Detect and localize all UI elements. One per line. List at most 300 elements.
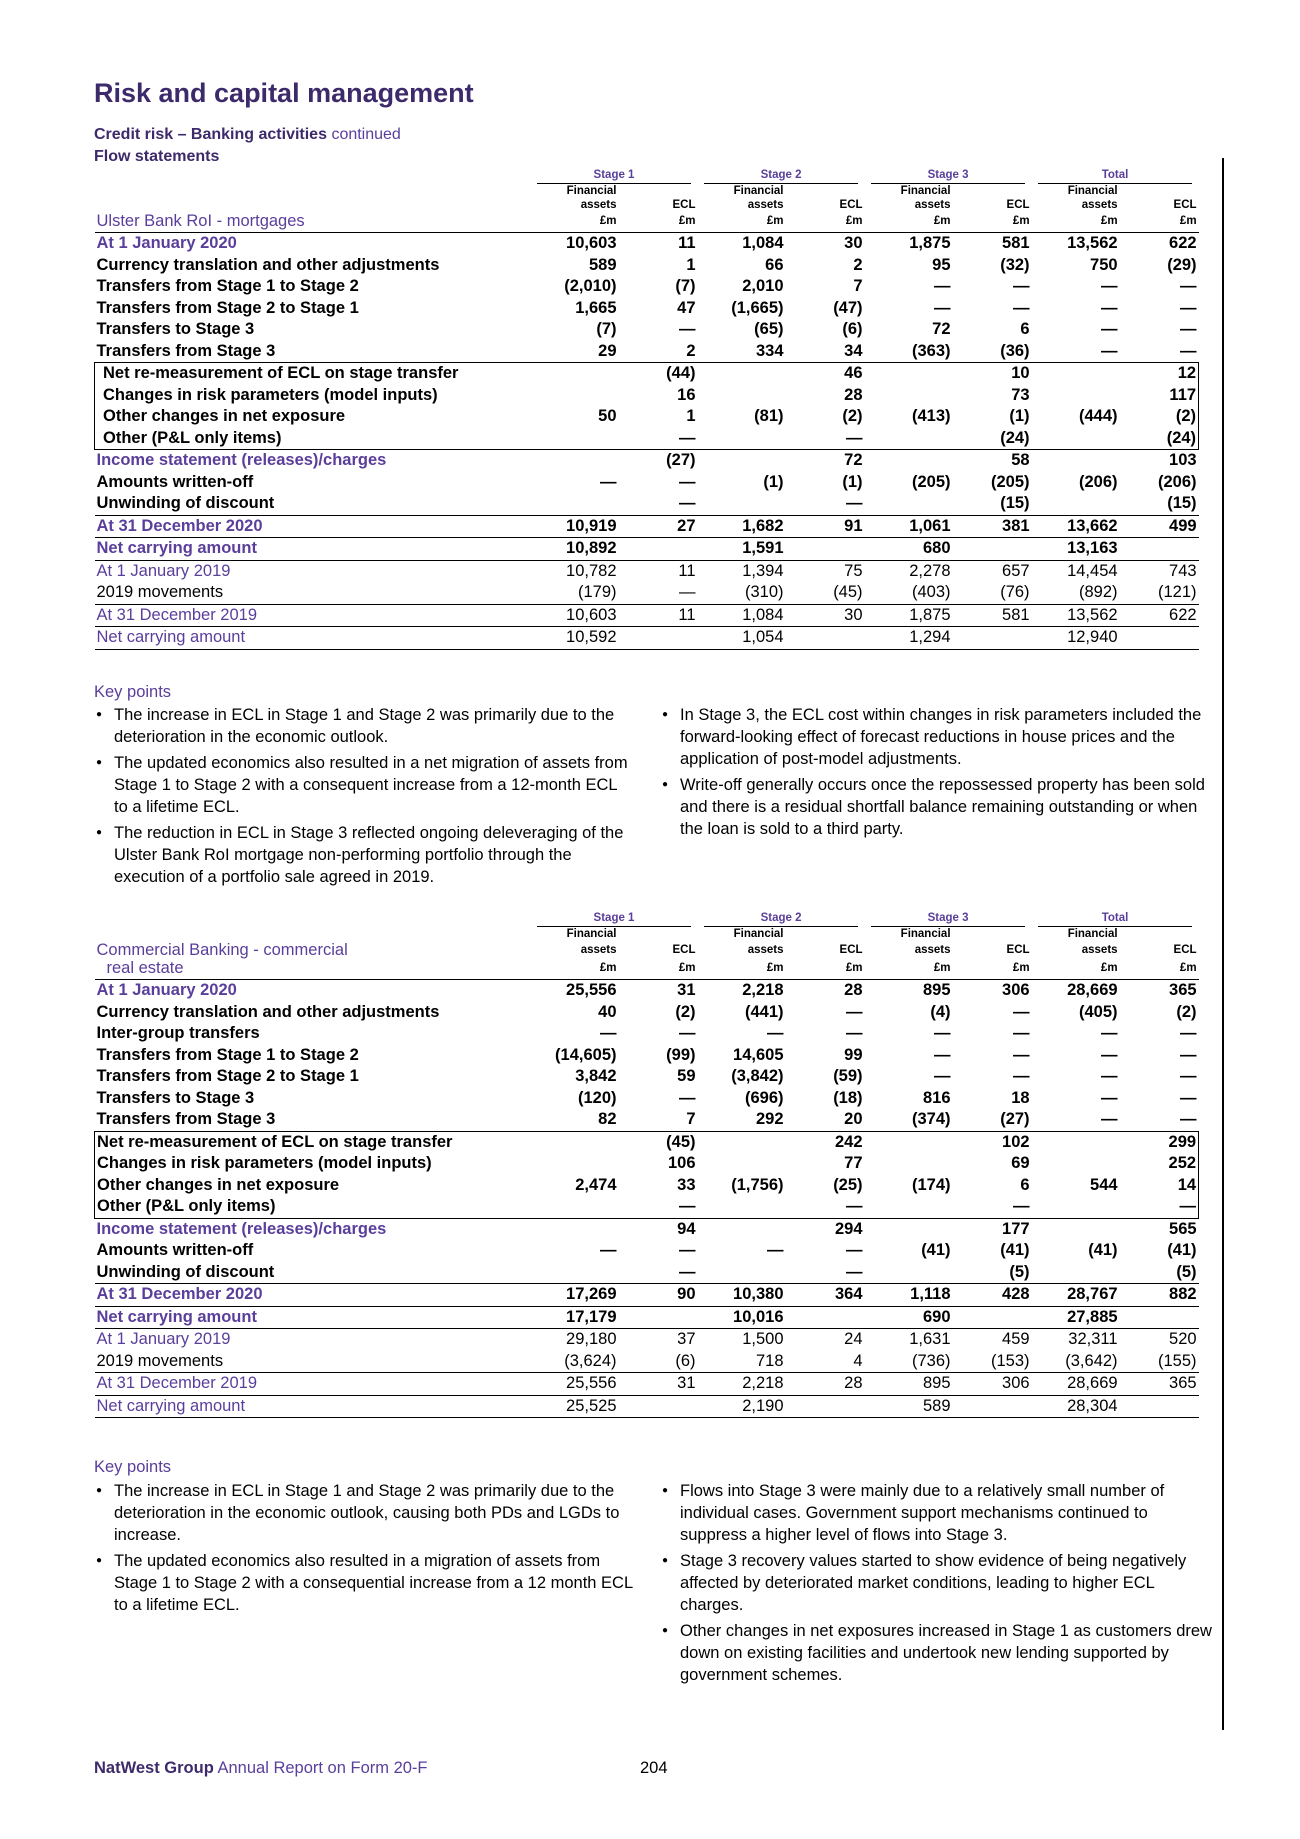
cell-value: 47: [677, 298, 696, 317]
cell-value: [698, 450, 786, 472]
cell-value: [619, 1306, 698, 1329]
cell-value: 1: [686, 407, 696, 425]
empty-header: [953, 927, 1032, 941]
key-points-2-right: [660, 1480, 1216, 1690]
cell-value: [1032, 1262, 1120, 1284]
cell-value: 1,294: [865, 627, 953, 650]
cell-value: 622: [1120, 604, 1199, 627]
cell-value: —: [934, 1024, 951, 1042]
assets-header: assets: [914, 199, 951, 211]
cell-value: —: [934, 1045, 951, 1064]
cell-value: 10,919: [531, 515, 619, 538]
unit-header: £m: [599, 215, 617, 227]
cell-value: (29): [1167, 255, 1197, 274]
cell-value: —: [934, 298, 951, 317]
cell-value: 20: [844, 1110, 863, 1128]
row-label: Transfers to Stage 3: [96, 320, 255, 338]
cell-value: (36): [1000, 341, 1030, 360]
cell-value: [865, 450, 953, 472]
cell-value: —: [679, 472, 696, 491]
cell-value: —: [679, 494, 696, 512]
unit-header: £m: [845, 215, 863, 227]
cell-value: 46: [786, 363, 865, 385]
cell-value: 743: [1169, 561, 1197, 580]
unit-header: £m: [1179, 962, 1197, 974]
table-row: [95, 1109, 1199, 1131]
cell-value: [531, 1262, 619, 1284]
row-label: 2019 movements: [96, 583, 224, 601]
cell-value: 1,084: [742, 234, 784, 252]
section-subtitle: [94, 126, 401, 144]
ecl-header: ECL: [1006, 944, 1030, 956]
cell-value: —: [1120, 1196, 1199, 1218]
cell-value: 40: [598, 1002, 617, 1021]
cell-value: [865, 1262, 953, 1284]
cell-value: [698, 1131, 786, 1153]
cell-value: 657: [1002, 561, 1030, 580]
cell-value: [698, 1218, 786, 1240]
cell-value: 334: [755, 341, 784, 360]
cell-value: (15): [1167, 494, 1197, 512]
cell-value: —: [1180, 341, 1197, 360]
header-spacer: [95, 911, 531, 927]
total-header: Total: [1032, 911, 1199, 927]
key-points-1-right: [660, 704, 1216, 844]
cell-value: 31: [619, 1373, 698, 1396]
cell-value: (174): [912, 1175, 951, 1194]
cell-value: (41): [1000, 1241, 1030, 1259]
cell-value: (1): [1009, 407, 1030, 425]
cell-value: (41): [1088, 1241, 1118, 1259]
cell-value: [865, 363, 953, 385]
cell-value: 28,669: [1067, 981, 1118, 999]
cell-value: —: [1101, 341, 1118, 360]
stage-2-header: Stage 2: [698, 168, 865, 184]
cell-value: (6): [842, 320, 863, 338]
cell-value: 381: [953, 515, 1032, 538]
key-points-1-left: [94, 704, 634, 892]
cell-value: (15): [1000, 494, 1030, 512]
cell-value: —: [619, 1196, 698, 1218]
table-row: [95, 319, 1199, 341]
unit-header: £m: [1100, 962, 1118, 974]
row-label: Changes in risk parameters (model inputs): [95, 385, 531, 407]
cell-value: [698, 1262, 786, 1284]
table-row: [95, 1284, 1199, 1307]
cell-value: 117: [1120, 385, 1199, 407]
table-row: [95, 385, 1199, 407]
table-row: [95, 515, 1199, 538]
subtitle-bold: Credit risk – Banking activities: [94, 126, 327, 143]
cell-value: (2,010): [564, 277, 617, 295]
row-label: Unwinding of discount: [96, 494, 275, 512]
cell-value: 72: [844, 451, 863, 469]
row-label: Transfers from Stage 3: [96, 341, 276, 360]
table-row: [95, 980, 1199, 1002]
table-row: [95, 1240, 1199, 1262]
cell-value: —: [619, 428, 698, 450]
cell-value: [1032, 1153, 1120, 1175]
assets-header: assets: [1081, 199, 1118, 211]
ecl-header: ECL: [1006, 199, 1030, 211]
cell-value: [1032, 493, 1120, 515]
cell-value: 103: [1169, 451, 1197, 469]
cell-value: 1,682: [698, 515, 786, 538]
key-point-item: ● The increase in ECL in Stage 1 and Stage 2 was primarily due to the deterioration in the economic outlook.: [94, 704, 634, 748]
cell-value: 2,278: [909, 561, 951, 580]
cell-value: —: [1180, 277, 1197, 295]
row-label: Net re-measurement of ECL on stage transfer: [95, 1131, 531, 1153]
cell-value: 1,054: [698, 627, 786, 650]
table-row: [95, 604, 1199, 627]
row-label: Transfers from Stage 3: [96, 1110, 276, 1128]
cell-value: —: [1180, 1088, 1197, 1107]
cell-value: (1,665): [731, 298, 784, 317]
cell-value: (45): [833, 583, 863, 601]
financial-header: Financial: [733, 928, 784, 940]
cell-value: 30: [786, 604, 865, 627]
cell-value: 18: [1011, 1088, 1030, 1107]
flow-table-commercial-real-estate: [94, 911, 1199, 1418]
unit-header: £m: [678, 962, 696, 974]
row-label: Amounts written-off: [96, 472, 254, 491]
cell-value: (18): [833, 1088, 863, 1107]
cell-value: [1120, 1395, 1199, 1418]
cell-value: —: [846, 1002, 863, 1021]
cell-value: 10,603: [531, 604, 619, 627]
cell-value: —: [1101, 320, 1118, 338]
cell-value: 252: [1120, 1153, 1199, 1175]
cell-value: 66: [765, 255, 784, 274]
cell-value: —: [679, 1241, 696, 1259]
cell-value: [531, 385, 619, 407]
cell-value: (81): [754, 407, 784, 425]
cell-value: (121): [1158, 583, 1197, 601]
row-label: Net carrying amount: [95, 1306, 531, 1329]
cell-value: [1032, 363, 1120, 385]
empty-header: [786, 927, 865, 941]
cell-value: (6): [675, 1351, 696, 1370]
cell-value: 750: [1090, 255, 1118, 274]
table-1-label: Ulster Bank RoI - mortgages: [96, 212, 305, 230]
cell-value: 28: [844, 385, 863, 404]
cell-value: (206): [1079, 472, 1118, 491]
key-point-item: ● The increase in ECL in Stage 1 and Stage 2 was primarily due to the deterioration in the economic outlook, causing both PDs and LGDs to increase.: [94, 1480, 634, 1546]
subtitle-continued: continued: [331, 126, 401, 143]
cell-value: [953, 1395, 1032, 1418]
cell-value: —: [1180, 1045, 1197, 1064]
cell-value: —: [600, 1024, 617, 1042]
cell-value: (25): [833, 1175, 863, 1194]
table-row: [95, 1002, 1199, 1024]
cell-value: (44): [619, 363, 698, 385]
stage-2-header: Stage 2: [698, 911, 865, 927]
key-point-item: ● In Stage 3, the ECL cost within changes in risk parameters included the forward-looking effect of forecast reductions in house prices and the application of post-model adjustments.: [660, 704, 1216, 770]
cell-value: [786, 627, 865, 650]
table-row: [95, 1351, 1199, 1373]
cell-value: (3,842): [731, 1067, 784, 1085]
unit-header: £m: [678, 215, 696, 227]
row-label: Transfers to Stage 3: [96, 1088, 255, 1107]
cell-value: —: [1180, 1024, 1197, 1042]
cell-value: (7): [675, 277, 696, 295]
cell-value: [531, 363, 619, 385]
ecl-header: ECL: [1173, 944, 1197, 956]
cell-value: (363): [912, 341, 951, 360]
cell-value: 37: [677, 1330, 696, 1348]
cell-value: [698, 385, 786, 407]
table-row: [95, 1066, 1199, 1088]
cell-value: 11: [678, 561, 696, 580]
cell-value: (41): [921, 1241, 951, 1259]
cell-value: 499: [1120, 515, 1199, 538]
cell-value: (3,642): [1065, 1351, 1118, 1370]
row-label: Inter-group transfers: [96, 1024, 260, 1042]
cell-value: 27,885: [1032, 1306, 1120, 1329]
section-heading: Flow statements: [94, 148, 220, 165]
cell-value: 299: [1120, 1131, 1199, 1153]
cell-value: 28,304: [1032, 1395, 1120, 1418]
cell-value: —: [1101, 298, 1118, 317]
key-point-item: ● The updated economics also resulted in a migration of assets from Stage 1 to Stage 2 with a consequential increase from a 12 month ECL to a lifetime ECL.: [94, 1550, 634, 1616]
cell-value: [698, 1153, 786, 1175]
cell-value: 28,767: [1032, 1284, 1120, 1307]
row-label: Other changes in net exposure: [95, 1175, 531, 1197]
cell-value: [698, 428, 786, 450]
cell-value: 90: [619, 1284, 698, 1307]
cell-value: —: [679, 320, 696, 338]
cell-value: —: [1013, 298, 1030, 317]
unit-header: £m: [1012, 962, 1030, 974]
cell-value: 292: [755, 1110, 784, 1128]
cell-value: 82: [598, 1110, 617, 1128]
cell-value: —: [846, 1262, 863, 1281]
unit-header: £m: [1100, 215, 1118, 227]
empty-header: [786, 184, 865, 198]
cell-value: (206): [1158, 472, 1197, 491]
cell-value: 2,218: [698, 1373, 786, 1396]
table-row: [95, 1306, 1199, 1329]
cell-value: [1032, 450, 1120, 472]
cell-value: 1,665: [575, 298, 617, 317]
page-title: Risk and capital management: [94, 78, 474, 108]
cell-value: (403): [912, 583, 951, 601]
empty-header: [619, 184, 698, 198]
cell-value: 17,269: [531, 1284, 619, 1307]
key-point-item: ● Flows into Stage 3 were mainly due to a relatively small number of individual cases. Government support mechanisms continued to suppress a higher level of flows into Stage 3.: [660, 1480, 1216, 1546]
cell-value: —: [1101, 1110, 1118, 1128]
cell-value: (5): [1009, 1262, 1030, 1281]
cell-value: 177: [1002, 1219, 1030, 1238]
table-row: [95, 1329, 1199, 1351]
row-label: Amounts written-off: [96, 1241, 254, 1259]
cell-value: 306: [1002, 981, 1030, 999]
cell-value: 29: [598, 341, 617, 360]
key-point-item: ● Stage 3 recovery values started to show evidence of being negatively affected by deteriorated market conditions, leading to higher ECL charges.: [660, 1550, 1216, 1616]
cell-value: (205): [912, 472, 951, 491]
cell-value: 50: [598, 407, 617, 425]
row-label: Transfers from Stage 1 to Stage 2: [96, 277, 359, 295]
ecl-header: ECL: [672, 944, 696, 956]
cell-value: (65): [754, 320, 784, 338]
cell-value: [531, 450, 619, 472]
cell-value: [1120, 1306, 1199, 1329]
ecl-header: ECL: [839, 944, 863, 956]
cell-value: 459: [1002, 1330, 1030, 1348]
table-row: [95, 538, 1199, 561]
cell-value: (2): [675, 1002, 696, 1021]
row-label: At 31 December 2019: [95, 604, 531, 627]
cell-value: [865, 493, 953, 515]
footer: [94, 1759, 428, 1778]
cell-value: 12,940: [1032, 627, 1120, 650]
cell-value: 28: [786, 1373, 865, 1396]
header-spacer: [95, 198, 531, 212]
cell-value: 25,556: [566, 981, 617, 999]
table-row: [95, 406, 1199, 428]
cell-value: [1032, 385, 1120, 407]
cell-value: —: [767, 1241, 784, 1259]
unit-header: £m: [845, 962, 863, 974]
cell-value: —: [1013, 1024, 1030, 1042]
cell-value: —: [679, 1262, 696, 1281]
table-row: [95, 255, 1199, 277]
cell-value: (5): [1176, 1262, 1197, 1281]
cell-value: 2,474: [575, 1175, 617, 1194]
cell-value: 2: [686, 341, 696, 360]
cell-value: (47): [833, 298, 863, 317]
cell-value: [953, 1306, 1032, 1329]
cell-value: [1120, 538, 1199, 561]
cell-value: 4: [853, 1351, 863, 1370]
table-row: [95, 1218, 1199, 1240]
cell-value: (45): [619, 1131, 698, 1153]
table-row: [95, 1175, 1199, 1197]
cell-value: [865, 1131, 953, 1153]
cell-value: 895: [923, 981, 951, 999]
cell-value: 1,084: [698, 604, 786, 627]
assets-header: assets: [580, 199, 617, 211]
row-label: 2019 movements: [96, 1351, 224, 1370]
header-spacer: [95, 184, 531, 198]
unit-header: £m: [599, 962, 617, 974]
cell-value: (27): [1000, 1110, 1030, 1128]
header-spacer: [95, 168, 531, 184]
unit-header: £m: [933, 962, 951, 974]
table-row: [95, 582, 1199, 604]
cell-value: —: [786, 1196, 865, 1218]
cell-value: 690: [865, 1306, 953, 1329]
financial-header: Financial: [566, 185, 617, 197]
cell-value: 364: [786, 1284, 865, 1307]
cell-value: [531, 1131, 619, 1153]
key-points-title-2: Key points: [94, 1458, 172, 1476]
cell-value: —: [600, 1241, 617, 1259]
cell-value: [619, 627, 698, 650]
cell-value: 2,190: [698, 1395, 786, 1418]
stage-3-header: Stage 3: [865, 168, 1032, 184]
cell-value: —: [679, 1088, 696, 1107]
cell-value: 10,782: [566, 561, 617, 580]
cell-value: 16: [677, 385, 696, 404]
table-row: [95, 472, 1199, 494]
assets-header: assets: [747, 944, 784, 956]
cell-value: —: [679, 583, 696, 601]
row-label: Income statement (releases)/charges: [96, 451, 387, 469]
row-label: Net carrying amount: [95, 627, 531, 650]
cell-value: 1,394: [742, 561, 784, 580]
stage-3-header: Stage 3: [865, 911, 1032, 927]
page-number: 204: [640, 1759, 668, 1777]
cell-value: (1): [763, 472, 784, 491]
cell-value: —: [1013, 1067, 1030, 1085]
cell-value: 99: [844, 1045, 863, 1064]
cell-value: 12: [1120, 363, 1199, 385]
cell-value: (205): [991, 472, 1030, 491]
cell-value: 58: [1011, 451, 1030, 469]
table-row: [95, 1088, 1199, 1110]
row-label: Net re-measurement of ECL on stage transfer: [95, 363, 531, 385]
cell-value: 622: [1169, 234, 1197, 252]
row-label: Net carrying amount: [95, 1395, 531, 1418]
assets-header: assets: [1081, 944, 1118, 956]
cell-value: 33: [677, 1175, 696, 1194]
cell-value: 718: [755, 1351, 784, 1370]
row-label: Other changes in net exposure: [95, 406, 531, 428]
cell-value: —: [600, 472, 617, 491]
stage-1-header: Stage 1: [531, 911, 698, 927]
cell-value: —: [679, 1024, 696, 1042]
header-spacer: [95, 927, 531, 941]
cell-value: [865, 428, 953, 450]
cell-value: —: [1101, 1067, 1118, 1085]
cell-value: (2): [1176, 1002, 1197, 1021]
cell-value: —: [934, 277, 951, 295]
cell-value: 1,631: [909, 1330, 951, 1348]
cell-value: [531, 428, 619, 450]
cell-value: 1,061: [865, 515, 953, 538]
cell-value: 10,592: [531, 627, 619, 650]
cell-value: (1): [842, 472, 863, 491]
cell-value: (14,605): [555, 1045, 617, 1064]
cell-value: 77: [844, 1154, 863, 1172]
cell-value: 589: [588, 255, 617, 274]
table-row: [95, 1196, 1199, 1218]
cell-value: 91: [786, 515, 865, 538]
cell-value: —: [767, 1024, 784, 1042]
cell-value: (155): [1158, 1351, 1197, 1370]
cell-value: 7: [686, 1110, 696, 1128]
table-row: [95, 1262, 1199, 1284]
cell-value: —: [1180, 1110, 1197, 1128]
cell-value: —: [934, 1067, 951, 1085]
cell-value: [786, 1306, 865, 1329]
cell-value: —: [1101, 1088, 1118, 1107]
cell-value: (2): [1120, 406, 1199, 428]
table-row: [95, 493, 1199, 515]
cell-value: 14: [1120, 1175, 1199, 1197]
table-row: [95, 1153, 1199, 1175]
cell-value: 589: [865, 1395, 953, 1418]
row-label: Changes in risk parameters (model inputs): [95, 1153, 531, 1175]
row-label: At 1 January 2019: [96, 1330, 231, 1348]
cell-value: (153): [991, 1351, 1030, 1370]
cell-value: 69: [1011, 1154, 1030, 1172]
financial-header: Financial: [900, 928, 951, 940]
table-row: [95, 1373, 1199, 1396]
cell-value: 25,525: [531, 1395, 619, 1418]
cell-value: 30: [844, 234, 863, 252]
